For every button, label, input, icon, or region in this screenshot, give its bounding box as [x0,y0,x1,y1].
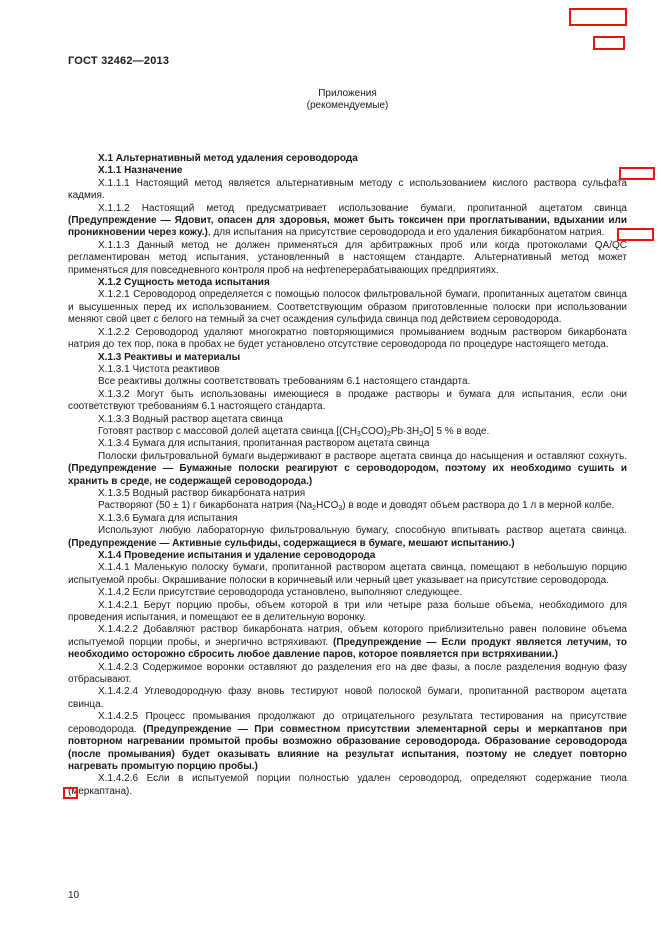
paragraph: Х.1.3.3 Водный раствор ацетата свинца [98,413,283,425]
paragraph: Х.1.1.3 Данный метод не должен применяться для арбитражных проб или когда протоколами QA/QC регламентирован метод испытания, установленный в настоящем стандарте. Альтернативный метод может применяться для повседневного контроля проб на нефтеперерабатывающих предприятиях. [68,239,627,276]
paragraph: Х.1.3.2 Могут быть использованы имеющиеся в продаже растворы и бумага для испытания, если они соответствуют требованиям 6.1 настоящего стандарта. [68,388,627,413]
appendix-title: Приложения [318,88,377,99]
page-number: 10 [68,890,80,901]
paragraph: Х.1.3.5 Водный раствор бикарбоната натрия [98,487,306,499]
paragraph: Х.1.4.2.6 Если в испытуемой порции полностью удален сероводород, определяют содержание тиола (меркаптана). [68,773,627,797]
section-heading: Х.1.1 Назначение [98,165,183,177]
section-heading: Х.1.3 Реактивы и материалы [98,351,241,363]
annotation-box [593,36,625,50]
paragraph: Х.1.4.1 Маленькую полоску бумаги, пропитанной раствором ацетата свинца, помещают в небольшую порцию испытуемой пробы. Окрашивание полоски в коричневый или черный цвет указывает на присутствие сероводорода. [68,562,627,586]
annotation-box [569,8,627,26]
paragraph: Х.1.4.2 Если присутствие сероводорода установлено, выполняют следующее. [98,587,463,599]
paragraph: Х.1.4.2.2 Добавляют раствор бикарбоната натрия, объем которого приблизительно равен половине объема испытуемой порции пробы, и энергично встряхивают. (Предупреждение — Если продукт является летучим, то необходимо осторожно сбросить любое давление паров, которое появляется при встряхивании.) [68,624,628,661]
paragraph: Растворяют (50 ± 1) г бикарбоната натрия $(Na_2HCO_3)$ в воде и доводят объем раствора до 1 л в мерной колбе. [98,500,615,513]
paragraph: Х.1.2.1 Сероводород определяется с помощью полосок фильтровальной бумаги, пропитанных ацетатом свинца и высушенных перед их использованием. Соответствующим образом приготовленные полоски при использовании меняют свой цвет с белого на темный за счет осаждения сульфида свинца под действием сероводорода. [68,289,627,326]
paragraph: Х.1.3.4 Бумага для испытания, пропитанная раствором ацетата свинца [98,438,430,450]
document-body [68,153,627,798]
appendix-subtitle: (рекомендуемые) [306,100,389,111]
section-heading: Х.1 Альтернативный метод удаления сероводорода [98,153,358,164]
paragraph: Полоски фильтровальной бумаги выдерживают в растворе ацетата свинца до насыщения и оставляют сохнуть. (Предупреждение — Бумажные полоски реагируют с сероводородом, поэтому их необходимо сушить и хранить в среде, не содержащей сероводорода.) [68,450,627,487]
paragraph: Х.1.2.2 Сероводород удаляют многократно повторяющимися промыванием водным раствором бикарбоната натрия до тех пор, пока в пробах не будет установлено отсутствие сероводорода по процедуре настоящего метода. [68,326,627,351]
paragraph: Х.1.4.2.5 Процесс промывания продолжают до отрицательного результата тестирования на присутствие сероводорода. (Предупреждение — При совместном присутствии элементарной серы и меркаптанов при повторном нагревании промытой пробы возможно образование сероводорода. Образование сероводорода (после промывания) будет оказывать влияние на результат испытания, поэтому не следует повторно нагревать промытую порцию пробы.) [68,711,627,772]
paragraph: Используют любую лабораторную фильтровальную бумагу, способную впитывать раствор ацетата свинца. (Предупреждение — Активные сульфиды, содержащиеся в бумаге, мешают испытанию.) [68,525,627,549]
paragraph: Х.1.1.1 Настоящий метод является альтернативным методу с использованием кислого раствора сульфата кадмия. [68,177,627,202]
paragraph: Х.1.4.2.3 Содержимое воронки оставляют до разделения его на две фазы, а после разделения водную фазу отбрасывают. [68,661,627,686]
paragraph: Х.1.4.2.4 Углеводородную фазу вновь тестируют новой полоской бумаги, пропитанной раствором ацетата свинца. [68,686,627,710]
section-heading: Х.1.4 Проведение испытания и удаление сероводорода [98,550,376,561]
paragraph: Х.1.1.2 Настоящий метод предусматривает использование бумаги, пропитанной ацетатом свинца (Предупреждение — Ядовит, опасен для здоровья, может быть токсичен при проглатывании, вдыхании или проникновении через кожу.), для испытания на присутствие сероводорода и его удаления бикарбонатом натрия. [68,202,627,239]
paragraph: Готовят раствор с массовой долей ацетата свинца $[(CH_3COO)_2Pb\cdot 3H_2O]$ 5 % в воде. [98,425,490,438]
appendix-title-block [68,88,627,112]
paragraph: Х.1.3.1 Чистота реактивов [98,363,220,375]
paragraph: Все реактивы должны соответствовать требованиям 6.1 настоящего стандарта. [98,376,471,388]
section-heading: Х.1.2 Сущность метода испытания [98,277,270,289]
paragraph: Х.1.4.2.1 Берут порцию пробы, объем которой в три или четыре раза больше объема, необходимого для проведения испытания, и помещают ее в делительную воронку. [68,599,627,624]
doc-standard-number: ГОСТ 32462—2013 [68,55,170,67]
paragraph: Х.1.3.6 Бумага для испытания [98,512,238,524]
